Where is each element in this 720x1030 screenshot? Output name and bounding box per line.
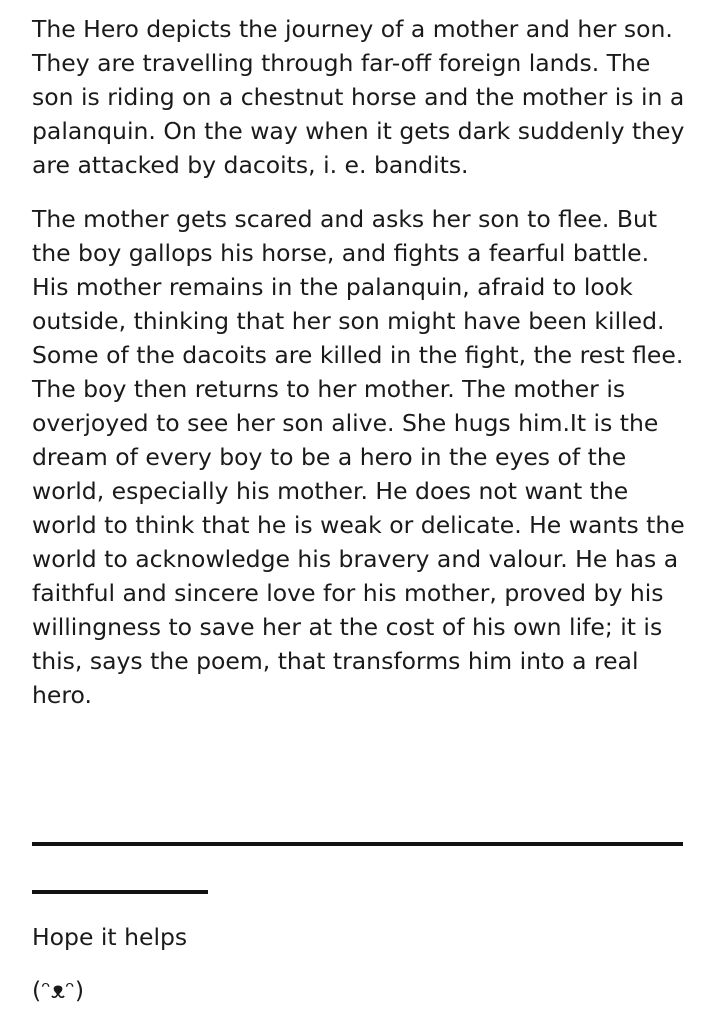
divider-long (32, 842, 683, 846)
answer-paragraph-2: The mother gets scared and asks her son to flee. But the boy gallops his horse, and fights a fearful battle. His mother remains in the palanquin, afraid to look outside, thinking that her son might have been killed. Some of the dacoits are killed in the fight, the rest flee. The boy then returns to her mother. The mother is overjoyed to see her son alive. She hugs him.It is the dream of every boy to be a hero in the eyes of the world, especially his mother. He does not want the world to think that he is weak or delicate. He wants the world to acknowledge his bravery and valour. He has a faithful and sincere love for his mother, proved by his willingness to save her at the cost of his own life; it is this, says the poem, that transforms him into a real hero. (32, 205, 685, 709)
answer-paragraph-1: The Hero depicts the journey of a mother and her son. They are travelling through far-off foreign lands. The son is riding on a chestnut horse and the mother is in a palanquin. On the way when it gets dark suddenly they are attacked by dacoits, i. e. bandits. (32, 15, 685, 179)
emoticon: (ᵔᴥᵔ) (32, 976, 85, 1004)
closing-text: Hope it helps (32, 923, 188, 951)
answer-text (32, 12, 692, 712)
divider-short (32, 890, 208, 894)
